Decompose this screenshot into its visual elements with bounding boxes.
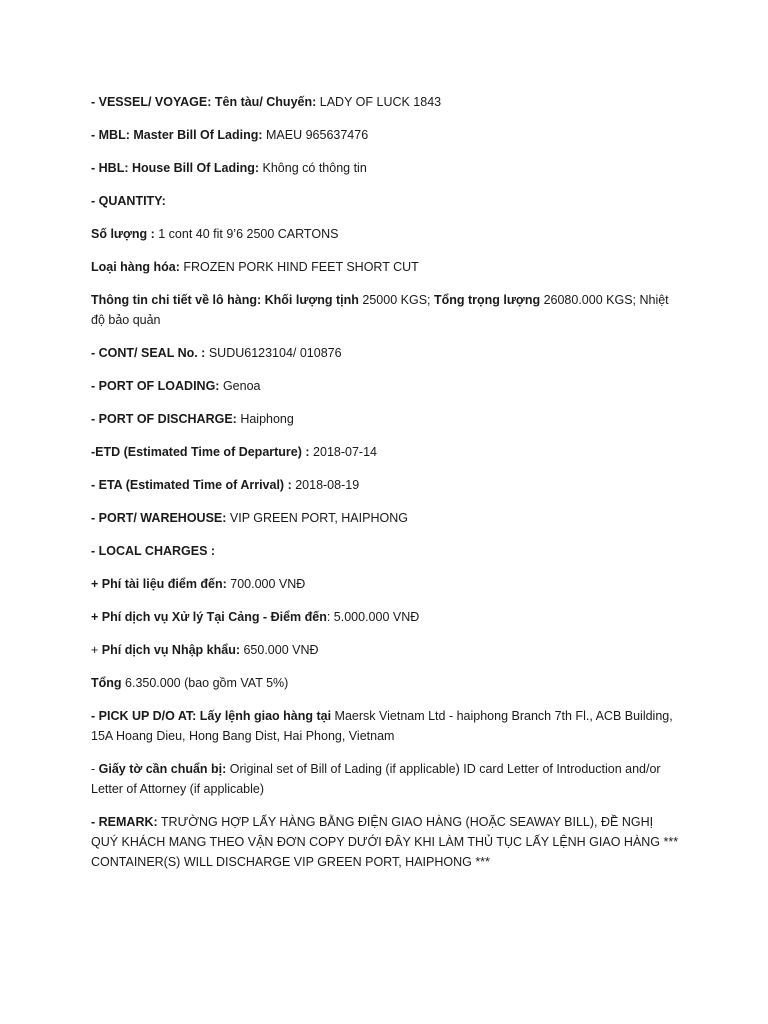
vessel-value: LADY OF LUCK 1843 <box>316 95 442 109</box>
port-loading-value: Genoa <box>219 379 261 393</box>
pick-up-label: - PICK UP D/O AT: Lấy lệnh giao hàng tại <box>91 709 332 723</box>
phi-nhap-khau-prefix: + <box>91 643 102 657</box>
loai-hang-line <box>91 257 681 277</box>
local-charges-line <box>91 541 681 561</box>
remark-value: TRƯỜNG HỢP LẤY HÀNG BẰNG ĐIỆN GIAO HÀNG (HOẶC SEAWAY BILL), ĐỀ NGHỊ QUÝ KHÁCH MANG THEO VẬN ĐƠN COPY DƯỚI ĐÂY KHI LÀM THỦ TỤC LẤY LỆNH GIAO HÀNG *** CONTAINER(S) WILL DISCHARGE VIP GREEN PORT, HAIPHONG *** <box>91 815 679 869</box>
quantity-line <box>91 191 681 211</box>
phi-xu-ly-label: + Phí dịch vụ Xử lý Tại Cảng - Điểm đến <box>91 610 327 624</box>
etd-value: 2018-07-14 <box>309 445 377 459</box>
chi-tiet-label: Thông tin chi tiết về lô hàng: Khối lượng tịnh <box>91 293 359 307</box>
hbl-label: - HBL: House Bill Of Lading: <box>91 161 260 175</box>
tong-label: Tổng <box>91 676 122 690</box>
port-loading-line <box>91 376 681 396</box>
port-discharge-line <box>91 409 681 429</box>
remark-label: - REMARK: <box>91 815 158 829</box>
phi-nhap-khau-value: 650.000 VNĐ <box>240 643 319 657</box>
mbl-value: MAEU 965637476 <box>262 128 369 142</box>
etd-label: -ETD (Estimated Time of Departure) : <box>91 445 310 459</box>
giay-to-label: Giấy tờ cần chuẩn bị: <box>98 762 227 776</box>
local-charges-label: - LOCAL CHARGES : <box>91 544 216 558</box>
etd-line <box>91 442 681 462</box>
vessel-label: - VESSEL/ VOYAGE: Tên tàu/ Chuyến: <box>91 95 317 109</box>
chi-tiet-line <box>91 290 681 330</box>
pick-up-line <box>91 706 681 746</box>
loai-hang-value: FROZEN PORK HIND FEET SHORT CUT <box>179 260 419 274</box>
giay-to-value: Original set of Bill of Lading (if applicable) ID card Letter of Introduction and/or Letter of Attorney (if applicable) <box>91 762 661 796</box>
phi-xu-ly-line <box>91 607 681 627</box>
tong-value: 6.350.000 (bao gồm VAT 5%) <box>121 676 289 690</box>
tong-line <box>91 673 681 693</box>
port-loading-label: - PORT OF LOADING: <box>91 379 220 393</box>
hbl-value: Không có thông tin <box>259 161 367 175</box>
phi-nhap-khau-line <box>91 640 681 660</box>
phi-tai-lieu-line <box>91 574 681 594</box>
giay-to-prefix: - <box>91 762 99 776</box>
so-luong-line <box>91 224 681 244</box>
eta-label: - ETA (Estimated Time of Arrival) : <box>91 478 292 492</box>
quantity-label: - QUANTITY: <box>91 194 166 208</box>
mbl-line <box>91 125 681 145</box>
mbl-label: - MBL: Master Bill Of Lading: <box>91 128 263 142</box>
port-warehouse-value: VIP GREEN PORT, HAIPHONG <box>226 511 408 525</box>
phi-xu-ly-value: : 5.000.000 VNĐ <box>326 610 420 624</box>
remark-line <box>91 812 681 872</box>
giay-to-line <box>91 759 681 799</box>
net-weight-value: 25000 KGS; <box>358 293 434 307</box>
so-luong-value: 1 cont 40 fit 9’6 2500 CARTONS <box>154 227 339 241</box>
phi-tai-lieu-value: 700.000 VNĐ <box>226 577 306 591</box>
gross-weight-label: Tổng trọng lượng <box>433 293 541 307</box>
cont-seal-line <box>91 343 681 363</box>
port-discharge-value: Haiphong <box>236 412 294 426</box>
document-body <box>91 92 681 885</box>
cont-seal-value: SUDU6123104/ 010876 <box>205 346 342 360</box>
cont-seal-label: - CONT/ SEAL No. : <box>91 346 206 360</box>
hbl-line <box>91 158 681 178</box>
so-luong-label: Số lượng : <box>91 227 155 241</box>
pick-up-value: Maersk Vietnam Ltd - haiphong Branch 7th Fl., ACB Building, 15A Hoang Dieu, Hong Bang Dist, Hai Phong, Vietnam <box>91 709 673 743</box>
phi-nhap-khau-label: Phí dịch vụ Nhập khẩu: <box>101 643 240 657</box>
port-warehouse-label: - PORT/ WAREHOUSE: <box>91 511 227 525</box>
eta-value: 2018-08-19 <box>291 478 360 492</box>
eta-line <box>91 475 681 495</box>
loai-hang-label: Loại hàng hóa: <box>91 260 180 274</box>
phi-tai-lieu-label: + Phí tài liệu điểm đến: <box>91 577 227 591</box>
vessel-line <box>91 92 681 112</box>
port-discharge-label: - PORT OF DISCHARGE: <box>91 412 237 426</box>
gross-weight-value: 26080.000 KGS; Nhiệt độ bảo quản <box>91 293 669 327</box>
port-warehouse-line <box>91 508 681 528</box>
